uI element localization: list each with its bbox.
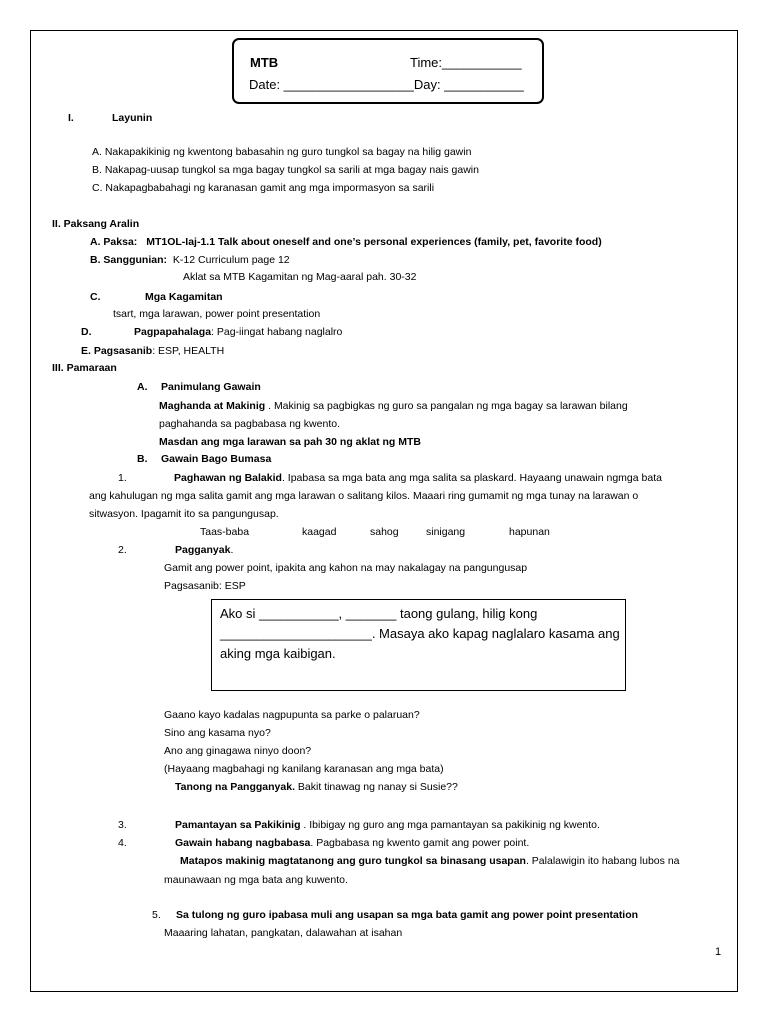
objective-b: B. Nakapag-uusap tungkol sa mga bagay tungkol sa sarili at mga bagay nais gawin	[92, 164, 479, 176]
question-4: (Hayaang magbahagi ng kanilang karanasan ang mga bata)	[164, 763, 444, 775]
pagpapahalaga-line	[134, 326, 342, 339]
item-4-sub-text: . Palalawigin ito habang lubos na	[525, 855, 680, 867]
item-5-line-2: Maaaring lahatan, pangkatan, dalawahan at isahan	[164, 927, 403, 939]
item-1-text: . Ipabasa sa mga bata ang mga salita sa plaskard. Hayaang unawain ngmga bata	[281, 472, 662, 484]
paksa-line	[90, 236, 602, 249]
sentence-line-3: aking mga kaibigan.	[220, 646, 336, 661]
item-5-number: 5.	[152, 909, 161, 921]
question-2: Sino ang kasama nyo?	[164, 727, 271, 739]
item-2-number: 2.	[118, 544, 127, 556]
objective-c: C. Nakapagbabahagi ng karanasan gamit ang mga impormasyon sa sarili	[92, 182, 435, 194]
item-4-sub-line	[180, 855, 680, 868]
bago-bumasa-label: Gawain Bago Bumasa	[161, 453, 272, 465]
sanggunian-text-2: Aklat sa MTB Kagamitan ng Mag-aaral pah. 30-32	[183, 271, 417, 283]
item-3-number: 3.	[118, 819, 127, 831]
item-3-line	[175, 819, 600, 832]
question-3: Ano ang ginagawa ninyo doon?	[164, 745, 312, 757]
vocab-word-3: sahog	[370, 526, 399, 538]
item-4-number: 4.	[118, 837, 127, 849]
item-1-label: Paghawan ng Balakid	[174, 472, 282, 484]
kagamitan-label: Mga Kagamitan	[145, 291, 223, 303]
pagpapahalaga-text: : Pag-iingat habang naglalro	[211, 326, 343, 338]
item-1-line-3: sitwasyon. Ipagamit ito sa pangungusap.	[89, 508, 279, 520]
sentence-line-2: _____________________. Masaya ako kapag naglalaro kasama ang	[220, 626, 620, 641]
section-1-title: Layunin	[112, 112, 153, 124]
pagsasanib-text: : ESP, HEALTH	[152, 345, 225, 357]
sanggunian-text: K-12 Curriculum page 12	[172, 254, 290, 266]
item-4-sub-label: Matapos makinig magtatanong ang guro tungkol sa binasang usapan	[180, 855, 526, 867]
item-2-line	[175, 544, 233, 557]
vocab-word-2: kaagad	[302, 526, 337, 538]
sentence-line-1: Ako si ___________, _______ taong gulang, hilig kong	[220, 606, 538, 621]
header-box	[232, 38, 544, 104]
maghanda-line	[159, 400, 628, 413]
item-1-line	[174, 472, 662, 485]
maghanda-label: Maghanda at Makinig	[159, 400, 266, 412]
section-2-title: II. Paksang Aralin	[52, 218, 140, 230]
subject-label: MTB	[250, 55, 279, 70]
sanggunian-line	[90, 254, 290, 267]
motive-question-line	[175, 781, 458, 794]
item-4-text: . Pagbabasa ng kwento gamit ang power point.	[310, 837, 530, 849]
item-4-sub-line-2: maunawaan ng mga bata ang kuwento.	[164, 874, 348, 886]
section-1-number: I.	[68, 112, 74, 124]
maghanda-text: . Makinig sa pagbigkas ng guro sa pangalan ng mga bagay sa larawan bilang	[265, 400, 628, 412]
item-5-label: Sa tulong ng guro ipabasa muli ang usapan sa mga bata gamit ang power point presentation	[176, 909, 639, 921]
objective-a: A. Nakapakikinig ng kwentong babasahin ng guro tungkol sa bagay na hilig gawin	[92, 146, 472, 158]
panimula-letter: A.	[137, 381, 148, 393]
question-1: Gaano kayo kadalas nagpupunta sa parke o palaruan?	[164, 709, 420, 721]
page-number: 1	[715, 946, 722, 958]
bago-bumasa-letter: B.	[137, 453, 148, 465]
vocab-word-1: Taas-baba	[200, 526, 250, 538]
item-2-dot: .	[230, 544, 234, 556]
item-4-label: Gawain habang nagbabasa	[175, 837, 311, 849]
masdan-instruction: Masdan ang mga larawan sa pah 30 ng aklat ng MTB	[159, 436, 421, 448]
kagamitan-letter: C.	[90, 291, 101, 303]
item-3-text: . Ibibigay ng guro ang mga pamantayan sa pakikinig ng kwento.	[300, 819, 600, 831]
section-3-title: III. Pamaraan	[52, 362, 117, 374]
date-day-field: Date: __________________Day: ___________	[249, 77, 524, 92]
paksa-label: A. Paksa:	[90, 236, 138, 248]
sanggunian-label: B. Sanggunian:	[90, 254, 167, 266]
vocab-word-4: sinigang	[426, 526, 466, 538]
pagpapahalaga-letter: D.	[81, 326, 92, 338]
item-1-line-2: ang kahulugan ng mga salita gamit ang mga larawan o salitang kilos. Maaari ring gumamit ng mga tunay na larawan o	[89, 490, 639, 502]
pagsasanib-line	[81, 345, 224, 358]
time-field: Time:___________	[410, 55, 522, 70]
vocab-word-5: hapunan	[509, 526, 550, 538]
kagamitan-text: tsart, mga larawan, power point presentation	[113, 308, 321, 320]
motive-question-text: Bakit tinawag ng nanay si Susie??	[295, 781, 458, 793]
pagsasanib-label: E. Pagsasanib	[81, 345, 153, 357]
item-1-number: 1.	[118, 472, 127, 484]
item-2-label: Pagganyak	[175, 544, 231, 556]
panimula-label: Panimulang Gawain	[161, 381, 261, 393]
motive-question-label: Tanong na Pangganyak.	[175, 781, 295, 793]
item-2-line-1: Gamit ang power point, ipakita ang kahon na may nakalagay na pangungusap	[164, 562, 528, 574]
paksa-text: MT1OL-Iaj-1.1 Talk about oneself and one’s personal experiences (family, pet, favorite food)	[146, 236, 602, 248]
pagpapahalaga-label: Pagpapahalaga	[134, 326, 212, 338]
item-2-line-2: Pagsasanib: ESP	[164, 580, 246, 592]
item-4-line	[175, 837, 529, 850]
maghanda-text-2: paghahanda sa pagbabasa ng kwento.	[159, 418, 340, 430]
item-3-label: Pamantayan sa Pakikinig	[175, 819, 301, 831]
